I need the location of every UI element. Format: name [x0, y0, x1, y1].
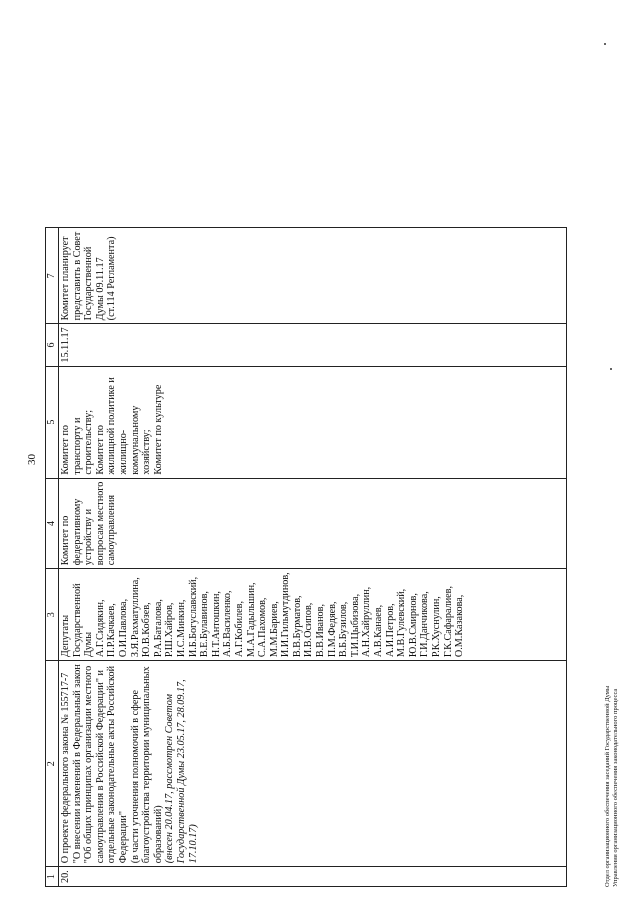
committee-line: федеративному	[71, 498, 83, 566]
co-committee-line: Комитет по культуре	[152, 384, 164, 475]
description-line: (в части уточнения полномочий в сфере	[129, 689, 141, 864]
author-line: Р.Ш.Хайров,	[164, 602, 176, 658]
author-line: Т.И.Цыбизова,	[349, 593, 361, 658]
description-line: Федерации"	[117, 810, 129, 864]
header-cell: 3	[46, 569, 59, 661]
committee-line: самоуправления	[106, 494, 118, 566]
author-line: А.И.Петров,	[384, 603, 396, 658]
footer-line: Управления организационного обеспечения законодательного процесса	[612, 688, 619, 887]
authors-cell	[59, 569, 567, 661]
author-line: Депутаты	[60, 614, 71, 658]
co-committee-line: жилищной политике и	[106, 377, 118, 475]
author-line: А.Г.Кобилев,	[233, 600, 245, 658]
author-line: А.Б.Василенко,	[222, 590, 234, 658]
author-line: И.С.Минкин,	[175, 599, 187, 658]
co-committee-line: Комитет по	[94, 425, 106, 475]
co-committee-line: транспорту и	[71, 417, 83, 475]
description-line: благоустройства территории муниципальных	[141, 666, 153, 864]
author-line: О.И.Павлова,	[117, 598, 129, 658]
date-cell: 15.11.17	[59, 324, 567, 366]
description-line: "Об общих принципах организации местного	[83, 665, 95, 864]
author-line: И.В.Осипов,	[303, 602, 315, 658]
co-committee-line: хозяйству;	[141, 429, 153, 475]
plan-line: представить в Совет	[71, 231, 83, 321]
author-line: М.А.Гадыльшин,	[245, 582, 257, 658]
author-line: Р.К.Хуснулин,	[431, 596, 442, 658]
header-row	[46, 228, 59, 887]
plan-line: Комитет планирует	[60, 236, 71, 321]
author-line: Г.К.Сафаралиев,	[442, 585, 454, 658]
header-cell: 7	[46, 228, 59, 324]
committee-line: Комитет по	[60, 515, 71, 566]
author-line: В.Б.Бузилов,	[338, 601, 350, 658]
author-line: Н.Т.Антошкин,	[210, 591, 222, 658]
committee-line: устройству и	[83, 508, 95, 566]
description-note-line: Государственной Думы 23.05.17, 28.09.17,	[175, 679, 187, 864]
committee-cell	[59, 478, 567, 569]
author-line: Г.И.Данчикова,	[419, 591, 431, 658]
author-line: З.Я.Рахматуллина,	[129, 577, 141, 658]
header-cell: 6	[46, 324, 59, 366]
co-committee-line: Комитет по	[60, 425, 71, 475]
author-line: А.Г.Сидякин,	[94, 599, 106, 658]
plan-line: Государственной	[83, 246, 95, 321]
author-line: О.М.Казакова,	[454, 594, 466, 658]
author-line: В.В.Иванов,	[315, 604, 327, 658]
author-line: Ю.В.Кобзев,	[141, 602, 153, 658]
co-committees-cell	[59, 366, 567, 478]
author-line: Р.А.Баталова,	[152, 599, 164, 658]
description-line: самоуправления в Российской Федерации" и	[94, 669, 106, 864]
author-line: М.В.Гулевский,	[396, 588, 408, 658]
header-cell: 2	[46, 661, 59, 867]
bill-description-cell	[59, 661, 567, 867]
table-row	[59, 228, 567, 887]
document-footer	[604, 686, 620, 887]
row-number: 20.	[59, 867, 567, 887]
author-line: А.Н.Хайруллин,	[361, 586, 373, 658]
author-line: И.Б.Богуславский,	[187, 576, 199, 658]
author-line: П.Р.Качкаев,	[106, 603, 118, 658]
footer-line: Отдел организационного обеспечения заседаний Государственной Думы	[604, 685, 611, 887]
header-cell: 5	[46, 366, 59, 478]
page-number: 30	[26, 454, 38, 465]
author-line: В.Е.Булавинов,	[199, 591, 211, 658]
author-line: Ю.В.Смирнов,	[407, 593, 419, 658]
plan-cell	[59, 228, 567, 324]
description-line: О проекте федерального закона № 155717-7	[60, 672, 71, 864]
header-cell: 1	[46, 867, 59, 887]
plan-line: Думы 09.11.17	[94, 257, 106, 321]
author-line: М.М.Бариев,	[268, 601, 280, 658]
agenda-table	[45, 227, 567, 887]
header-cell: 4	[46, 478, 59, 569]
plan-line: (ст.114 Регламента)	[106, 236, 118, 321]
author-line: Государственной	[71, 583, 83, 658]
author-line: В.В.Бурматов,	[291, 595, 303, 658]
scan-speck	[604, 43, 606, 45]
description-note-line: (внесен 20.04.17, рассмотрен Советом	[164, 694, 176, 864]
author-line: Думы	[83, 631, 95, 658]
co-committee-line: жилищно-	[117, 429, 129, 475]
description-note-line: 17.10.17)	[187, 824, 199, 864]
scan-speck	[610, 368, 612, 370]
description-line: отдельные законодательные акты Российской	[106, 665, 118, 864]
author-line: И.И.Гильмутдинов,	[280, 572, 292, 658]
committee-line: вопросам местного	[94, 481, 106, 566]
co-committee-line: коммунальному	[129, 405, 141, 475]
author-line: П.М.Федяев,	[326, 601, 338, 658]
author-line: С.А.Пахомов,	[257, 597, 269, 658]
description-line: "О внесении изменений в Федеральный закон	[71, 664, 83, 864]
description-line: образований)	[152, 805, 164, 864]
author-line: А.В.Канаев,	[373, 604, 385, 658]
co-committee-line: строительству;	[83, 409, 95, 475]
